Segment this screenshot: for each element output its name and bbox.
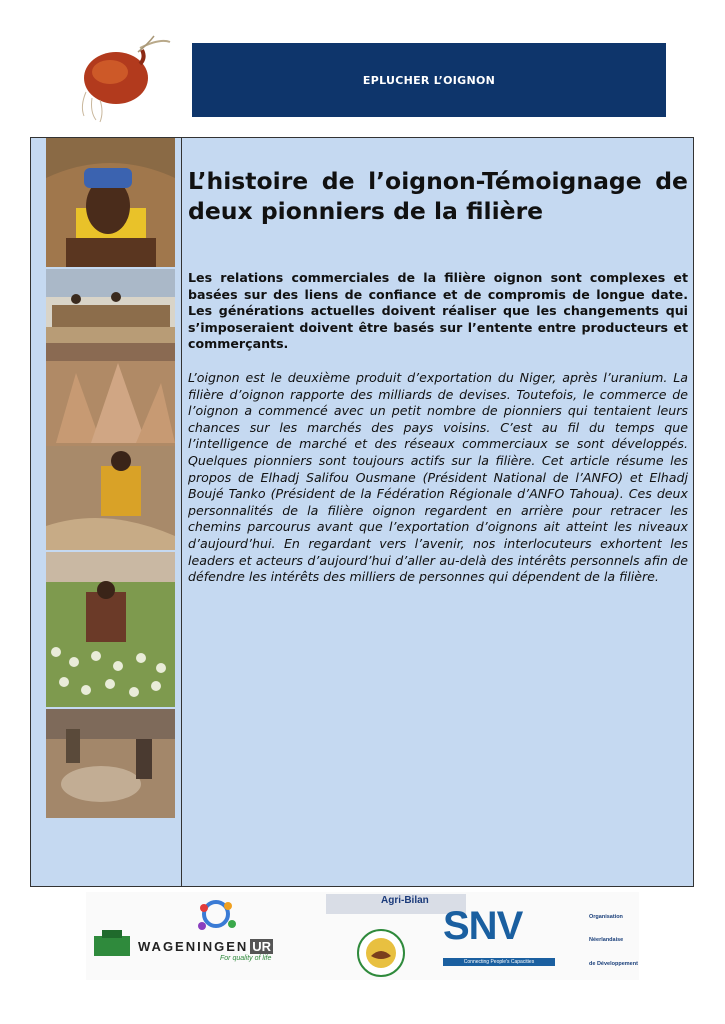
- onion-logo: [70, 34, 180, 124]
- wageningen-name: WAGENINGEN UR: [138, 939, 272, 954]
- photo-onion-baskets: [46, 343, 175, 446]
- header-banner: [192, 43, 666, 117]
- onion-icon: [70, 34, 180, 124]
- photo-camel-caravan: [46, 709, 175, 818]
- photo-column: [31, 138, 182, 886]
- wageningen-tagline: For quality of life: [220, 955, 272, 962]
- agri-bilan-name: Agri-Bilan: [381, 895, 429, 906]
- snv-tagline: Connecting People's Capacities: [443, 958, 555, 966]
- photo-woman-weaving: [46, 446, 175, 550]
- org-line-1: Organisation: [589, 914, 623, 920]
- photo-onion-field: [46, 552, 175, 707]
- photo-truck-loading: [46, 269, 175, 343]
- snv-logo: SNV: [443, 904, 523, 948]
- article-body: L’oignon est le deuxième produit d’exportation du Niger, après l’uranium. La filière d’oignon rapporte des milliards de devises. Toutefois, le commerce de l’oignon a commencé avec un petit nombre de pionniers qui tentaient leurs chances sur les marchés des pays voisins. C’est au fil du temps que l’intelligence de marché et des réseaux commerciaux se sont développés. Quelques pionniers sont toujours actifs sur la filière. Cet article résume les propos de Elhadj Salifou Ousmane (Président National de l’ANFO) et Elhadj Boujé Tanko (Président de la Fédération Régionale d’ANFO Tahoua). Ces deux personnalités de la filière oignon regardent en arrière pour retracer les chemins parcourus avant que l’exportation d’oignons ait atteint les niveaux d’aujourd’hui. En regardant vers l’avenir, nos interlocuteurs exhortent les leaders et acteurs d’aujourd’hui d’aller au-delà des intérêts personnels afin de défendre les intérêts des milliers de personnes qui dépendent de la filière.: [188, 369, 688, 585]
- org-line-2: Néerlandaise: [589, 937, 624, 943]
- photo-farmer-portrait: [46, 138, 175, 267]
- article-content: [188, 166, 688, 586]
- article-lead: Les relations commerciales de la filière oignon sont complexes et basées sur des liens de confiance et de compromis de longue date. Les générations actuelles doivent réaliser que les changements qui s’imposeraient doivent être basés sur l’entente entre producteurs et commerçants.: [188, 270, 688, 352]
- article-title: L’histoire de l’oignon-Témoignage de deux pionniers de la filière: [188, 167, 688, 225]
- article-panel: [30, 137, 694, 887]
- banner-title: EPLUCHER L’OIGNON: [362, 73, 496, 87]
- org-line-3: de Développement: [589, 961, 638, 967]
- wageningen-logo: [86, 892, 306, 980]
- partner-logos: [86, 892, 639, 980]
- fcmn-niya-logo: [356, 928, 406, 978]
